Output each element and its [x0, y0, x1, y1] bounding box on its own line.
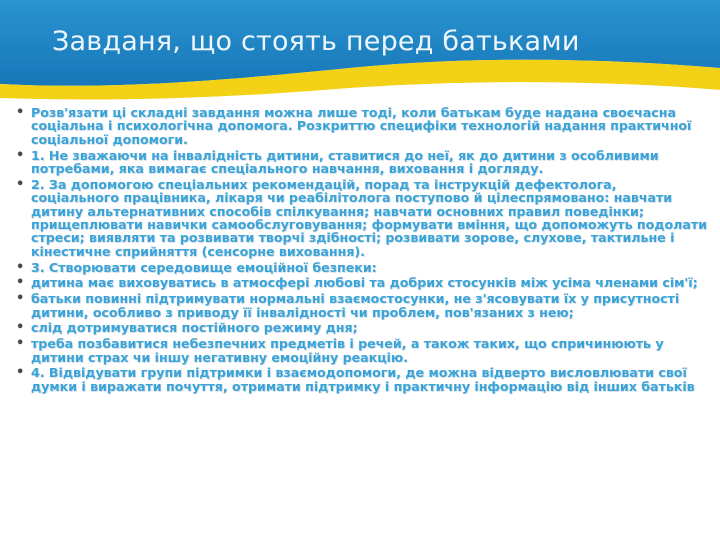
bullet-marker: • — [16, 176, 25, 192]
bullet-text: батьки повинні підтримувати нормальні взаємостосунки, не з'ясовувати їх у присутності дитини, особливо з приводу її інвалідності чи проблем, пов'язаних з нею; — [31, 291, 680, 320]
bullet-text: 1. Не зважаючи на інвалідність дитини, ставитися до неї, як до дитини з особливими потребами, яка вимагає спеціального навчання, виховання і догляду. — [31, 147, 659, 177]
bullet-item — [16, 292, 708, 319]
bullet-marker: • — [16, 336, 25, 352]
bullet-text: слід дотримуватися постійного режиму дня; — [31, 320, 358, 336]
bullet-item — [16, 321, 708, 334]
slide-title: Завданя, що стоять перед батьками — [52, 26, 580, 57]
bullet-item — [16, 261, 708, 274]
bullet-text: 2. За допомогою спеціальних рекомендацій, порад та інструкцій дефектолога, соціального працівника, лікаря чи реабілітолога поступово й цілеспрямовано: навчати дитину альтернативних способів спілкування; навчати основних правил поведінки; прищеплювати навички самообслуговування; формувати вміння, що допоможуть подолати стреси; виявляти та розвивати творчі здібності; розвивати зорове, слухове, тактильне і кінестичне сприйняття (сенсорне виховання). — [31, 176, 707, 259]
bullet-item — [16, 276, 708, 289]
bullet-text: дитина має виховуватись в атмосфері любові та добрих стосунків між усіма членами сім'ї; — [31, 275, 698, 291]
bullet-marker: • — [16, 105, 25, 120]
bullet-text: треба позбавитися небезпечних предметів і речей, а також таких, що спричинюють у дитини страх чи іншу негативну емоційну реакцію. — [31, 336, 664, 365]
bullet-marker: • — [16, 275, 25, 291]
bullet-text: 3. Створювати середовище емоційної безпеки: — [31, 259, 377, 275]
bullet-item — [16, 366, 708, 393]
bullet-text: Розв'язати ці складні завдання можна лише тоді, коли батькам буде надана своєчасна соціальна і психологічна допомога. Розкриттю специфіки технологій надання практичної соціальної допомоги. — [31, 105, 692, 147]
bullet-marker: • — [16, 147, 25, 163]
bullet-item — [16, 178, 708, 258]
bullet-list — [16, 106, 708, 396]
header-band — [0, 0, 720, 120]
bullet-item — [16, 149, 708, 176]
bullet-item — [16, 337, 708, 364]
bullet-marker: • — [16, 365, 25, 381]
bullet-marker: • — [16, 320, 25, 336]
bullet-item — [16, 106, 708, 146]
bullet-text: 4. Відвідувати групи підтримки і взаємодопомоги, де можна відверто висловлювати свої думки і виражати почуття, отримати підтримку і практичну інформацію від інших батьків — [31, 365, 695, 394]
bullet-marker: • — [16, 291, 25, 307]
bullet-marker: • — [16, 259, 25, 275]
